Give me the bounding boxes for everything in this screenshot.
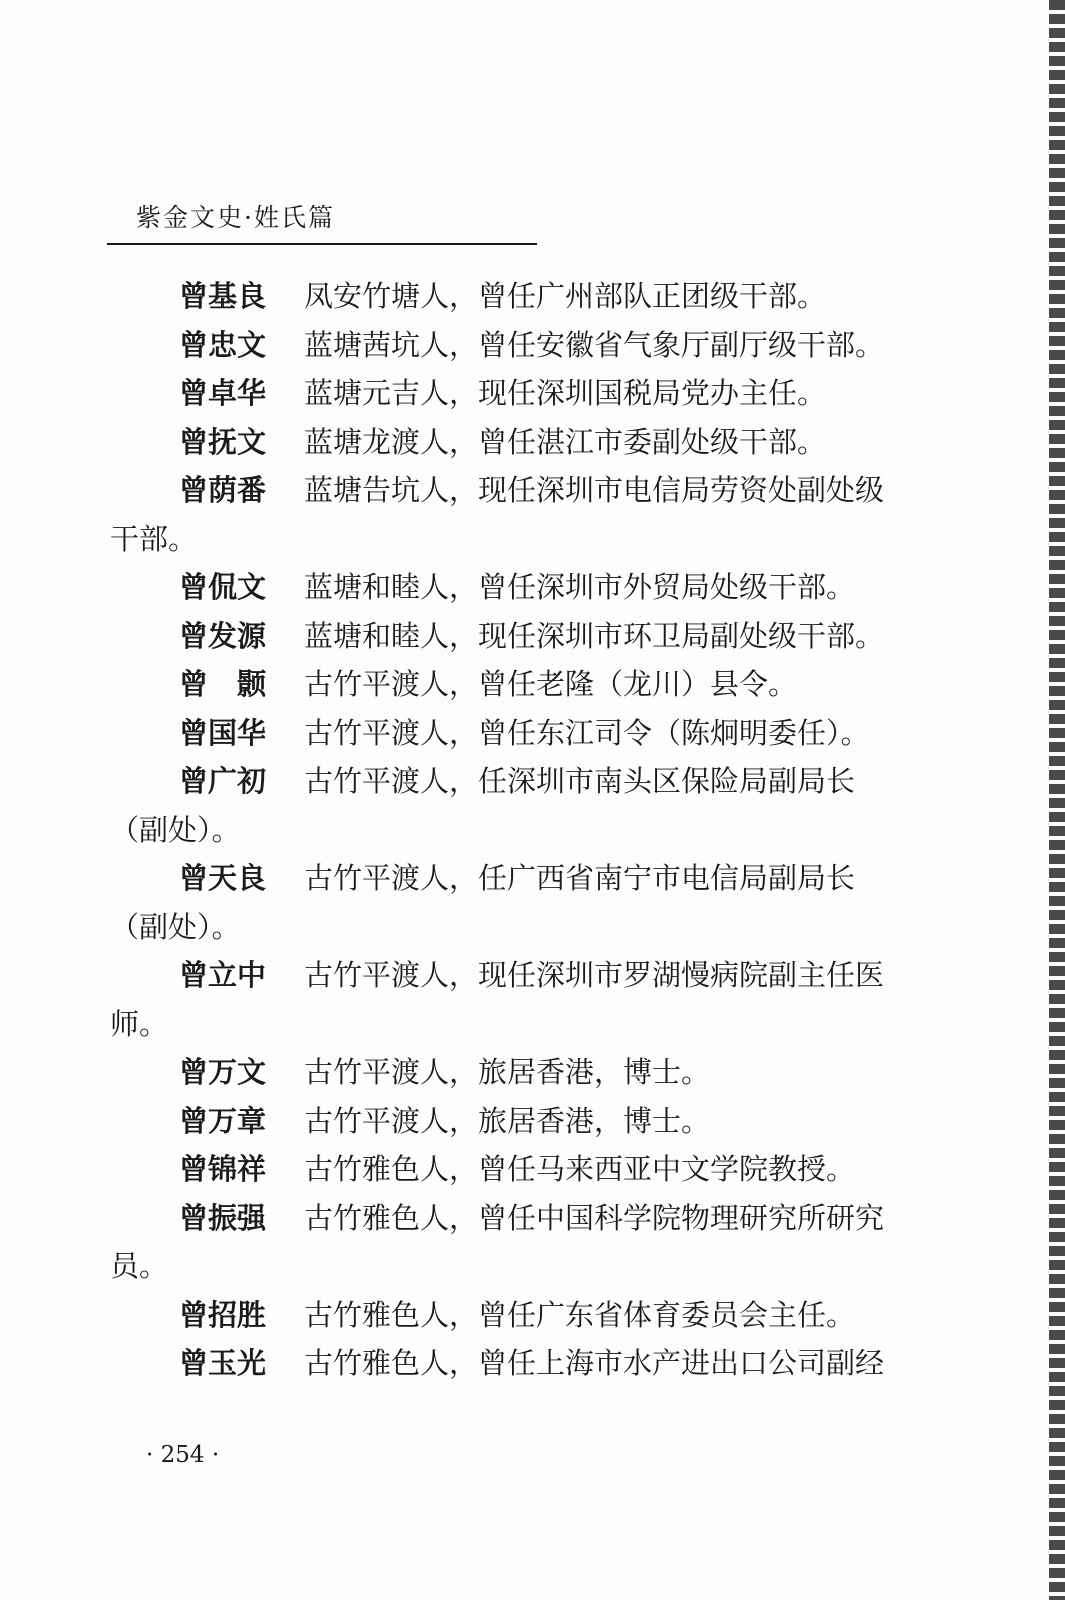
entry xyxy=(110,1339,950,1388)
entry xyxy=(110,1145,950,1194)
scan-edge xyxy=(1049,0,1065,1600)
entry-name: 曾国华 xyxy=(179,715,267,750)
entry-continuation: 师。 xyxy=(110,1006,169,1041)
entry-name: 曾广初 xyxy=(179,764,267,798)
entry xyxy=(110,321,950,370)
entry-name: 曾发源 xyxy=(179,618,267,653)
entry-description: 古竹雅色人，曾任广东省体育委员会主任。 xyxy=(304,1297,856,1332)
entry-description: 古竹雅色人，曾任中国科学院物理研究所研究 xyxy=(304,1200,885,1235)
entry-description: 凤安竹塘人，曾任广州部队正团级干部。 xyxy=(304,279,827,313)
entry-name: 曾 颢 xyxy=(179,667,267,701)
entry-description: 古竹平渡人，现任深圳市罗湖慢病院副主任医 xyxy=(304,958,885,992)
entry-name: 曾锦祥 xyxy=(179,1152,267,1186)
entry-name: 曾卓华 xyxy=(179,376,267,410)
entry xyxy=(110,563,950,612)
entry xyxy=(110,612,950,661)
entry-name: 曾玉光 xyxy=(179,1346,267,1380)
entry-name: 曾立中 xyxy=(179,958,267,992)
entry-description: 古竹平渡人，旅居香港，博士。 xyxy=(304,1103,711,1138)
entry-name: 曾荫番 xyxy=(179,473,267,507)
entry xyxy=(110,1097,950,1146)
header-rule xyxy=(107,243,537,245)
entry xyxy=(110,660,950,709)
entry xyxy=(110,418,950,467)
entry-description: 蓝塘和睦人，现任深圳市环卫局副处级干部。 xyxy=(304,618,885,653)
entry-description: 蓝塘龙渡人，曾任湛江市委副处级干部。 xyxy=(304,424,827,459)
entry-description: 古竹平渡人，曾任东江司令（陈炯明委任）。 xyxy=(304,715,870,750)
entry-description: 古竹平渡人，任广西省南宁市电信局副局长 xyxy=(304,861,856,895)
page-number: · 254 · xyxy=(146,1442,220,1468)
entry xyxy=(110,369,950,418)
entry xyxy=(110,466,950,563)
entry xyxy=(110,272,950,321)
entry-description: 古竹雅色人，曾任马来西亚中文学院教授。 xyxy=(304,1152,856,1186)
entry-description: 蓝塘告坑人，现任深圳市电信局劳资处副处级 xyxy=(304,473,885,507)
entry-description: 古竹平渡人，曾任老隆（龙川）县令。 xyxy=(304,667,798,701)
entry-name: 曾万章 xyxy=(179,1103,267,1138)
entry-name: 曾基良 xyxy=(179,279,267,313)
entry-description: 蓝塘茜坑人，曾任安徽省气象厅副厅级干部。 xyxy=(304,327,885,362)
entry-name: 曾抚文 xyxy=(179,424,267,459)
entry-name: 曾忠文 xyxy=(179,327,267,362)
entry-description: 古竹平渡人，旅居香港，博士。 xyxy=(304,1055,711,1089)
entry-description: 古竹平渡人，任深圳市南头区保险局副局长 xyxy=(304,764,856,798)
entry xyxy=(110,951,950,1048)
entry-name: 曾天良 xyxy=(179,861,267,895)
entry-description: 蓝塘元吉人，现任深圳国税局党办主任。 xyxy=(304,376,827,410)
entry-name: 曾万文 xyxy=(179,1055,267,1089)
entry xyxy=(110,1194,950,1291)
entry-continuation: 员。 xyxy=(110,1249,169,1283)
entry-description: 蓝塘和睦人，曾任深圳市外贸局处级干部。 xyxy=(304,570,856,604)
entry-continuation: 干部。 xyxy=(110,521,198,556)
entry xyxy=(110,709,950,758)
entry-continuation: （副处）。 xyxy=(110,909,241,944)
entry xyxy=(110,854,950,951)
entry-name: 曾侃文 xyxy=(179,570,267,604)
entry-continuation: （副处）。 xyxy=(110,812,241,847)
entry-description: 古竹雅色人，曾任上海市水产进出口公司副经 xyxy=(304,1346,885,1380)
entry xyxy=(110,1291,950,1340)
entry-name: 曾招胜 xyxy=(179,1297,267,1332)
entry-name: 曾振强 xyxy=(179,1200,267,1235)
entry xyxy=(110,757,950,854)
entry xyxy=(110,1048,950,1097)
running-header: 紫金文史·姓氏篇 xyxy=(136,203,335,232)
entry-list xyxy=(110,272,950,1388)
